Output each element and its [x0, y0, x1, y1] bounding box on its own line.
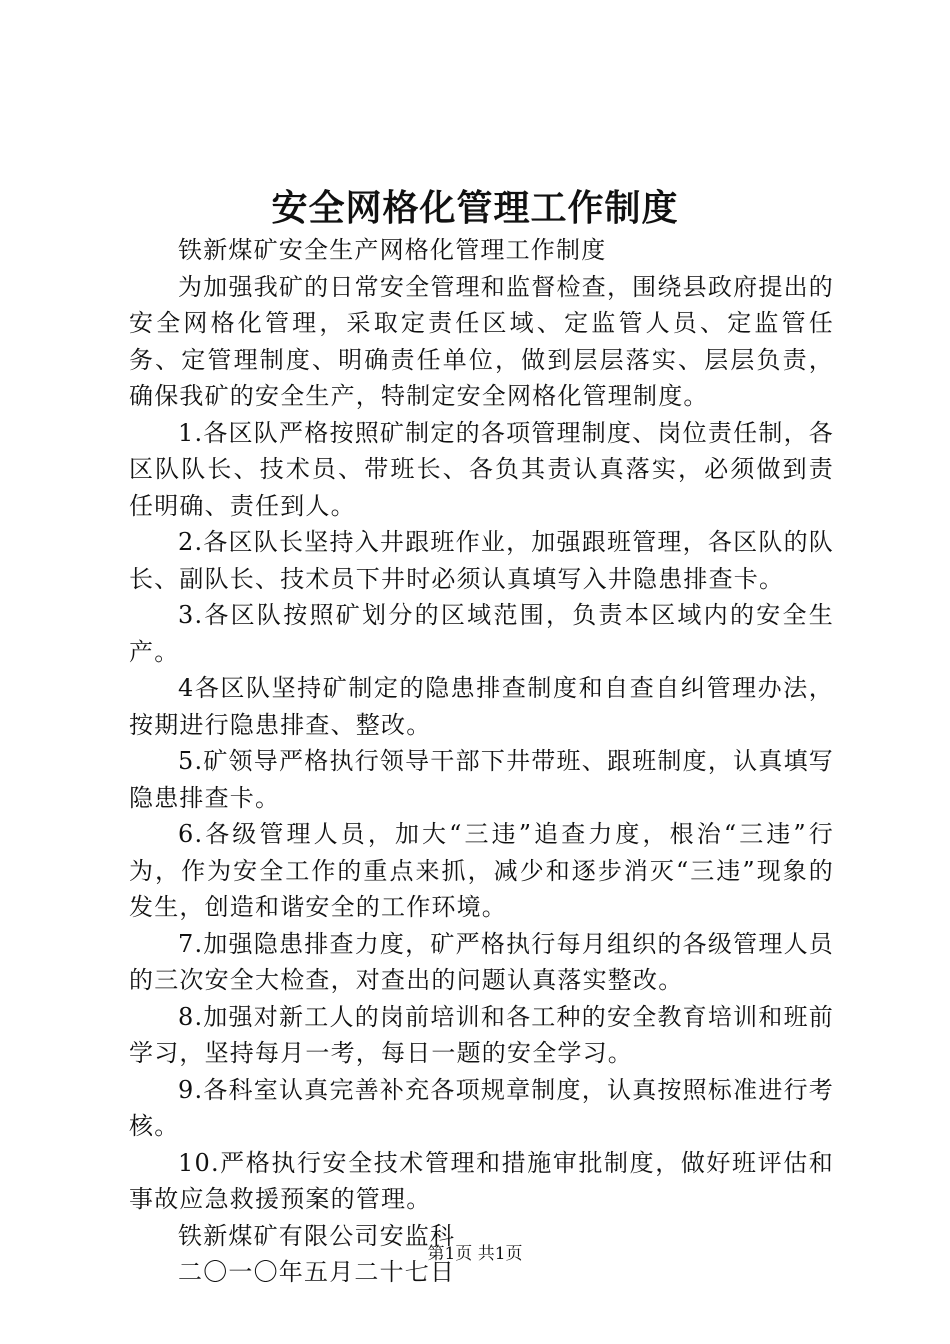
clause-6-paragraph: 6.各级管理人员，加大“三违”追查力度，根治“三违”行为，作为安全工作的重点来抓，减少和逐步消灭“三违”现象的发生，创造和谐安全的工作环境。: [129, 820, 834, 921]
subtitle-paragraph: 铁新煤矿安全生产网格化管理工作制度: [178, 236, 607, 264]
clause-10-paragraph: 10.严格执行安全技术管理和措施审批制度，做好班评估和事故应急救援预案的管理。: [129, 1148, 834, 1213]
document-title: 安全网格化管理工作制度: [271, 187, 679, 229]
page-number-footer: 第1页 共1页: [427, 1244, 523, 1264]
clause-8-paragraph: 8.加强对新工人的岗前培训和各工种的安全教育培训和班前学习，坚持每月一考，每日一题的安全学习。: [129, 1002, 834, 1067]
clause-5-paragraph: 5.矿领导严格执行领导干部下井带班、跟班制度，认真填写隐患排查卡。: [129, 747, 834, 812]
clause-1-paragraph: 1.各区队严格按照矿制定的各项管理制度、岗位责任制，各区队队长、技术员、带班长、各负其责认真落实，必须做到责任明确、责任到人。: [129, 418, 834, 520]
clause-2-paragraph: 2.各区队长坚持入井跟班作业，加强跟班管理，各区队的队长、副队长、技术员下井时必须认真填写入井隐患排查卡。: [129, 528, 834, 593]
clause-4-paragraph: 4各区队坚持矿制定的隐患排查制度和自查自纠管理办法，按期进行隐患排查、整改。: [129, 674, 834, 739]
clause-9-paragraph: 9.各科室认真完善补充各项规章制度，认真按照标准进行考核。: [129, 1075, 834, 1140]
clause-3-paragraph: 3.各区队按照矿划分的区域范围，负责本区域内的安全生产。: [129, 601, 834, 666]
document-body: [129, 232, 834, 1291]
clause-7-paragraph: 7.加强隐患排查力度，矿严格执行每月组织的各级管理人员的三次安全大检查，对查出的问题认真落实整改。: [129, 929, 834, 994]
intro-paragraph: 为加强我矿的日常安全管理和监督检查，围绕县政府提出的安全网格化管理，采取定责任区域、定监管人员、定监管任务、定管理制度、明确责任单位，做到层层落实、层层负责，确保我矿的安全生产，特制定安全网格化管理制度。: [129, 272, 834, 410]
signature-organization: 铁新煤矿有限公司安监科: [178, 1221, 456, 1250]
signature-date: 二〇一〇年五月二十七日: [178, 1258, 456, 1286]
